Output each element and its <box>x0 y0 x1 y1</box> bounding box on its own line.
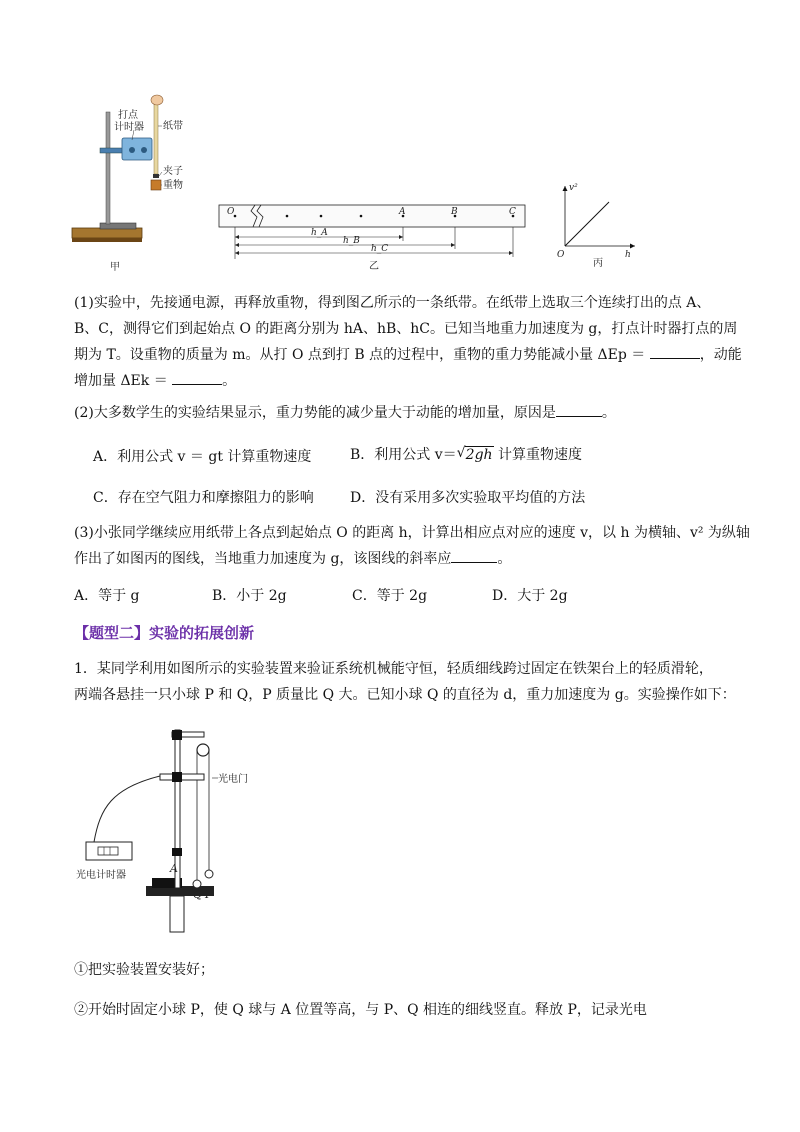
fig3-origin: O <box>557 250 565 260</box>
fig2-dist-c: h_C <box>371 244 389 254</box>
figure-tape <box>215 195 535 275</box>
problem-1 <box>74 656 736 708</box>
q1-line-4: 增加量 ΔEk ＝ 。 <box>74 368 730 394</box>
fig2-point-a: A <box>399 207 406 217</box>
fig1-caption: 甲 <box>110 262 120 273</box>
fig2-dist-b: h_B <box>343 236 360 246</box>
fig2-dist-a: h_A <box>311 228 328 238</box>
q3-line-2: 作出了如图丙的图线，当地重力加速度为 g，该图线的斜率应 。 <box>74 546 730 572</box>
fig4-label-q: Q <box>193 888 203 901</box>
fig4-label-a: A <box>170 862 178 875</box>
fig3-y-label: v² <box>569 183 578 193</box>
fig1-label-weight: 重物 <box>163 180 183 191</box>
q1-line-1: (1)实验中，先接通电源，再释放重物，得到图乙所示的一条纸带。在纸带上选取三个连续打出的点 A、 <box>74 295 711 311</box>
answer-blank-ep[interactable] <box>650 344 700 359</box>
p1-line-1: 1．某同学利用如图所示的实验装置来验证系统机械能守恒，轻质细线跨过固定在铁架台上的轻质滑轮， <box>74 661 713 677</box>
q2-stem: (2)大多数学生的实验结果显示，重力势能的减少量大于动能的增加量，原因是 。 <box>74 400 730 426</box>
q3-option-a[interactable]: A．等于 g <box>74 588 140 604</box>
q2-option-a[interactable]: A．利用公式 v ＝ gt 计算重物速度 <box>93 449 312 465</box>
fig2-point-c: C <box>509 207 516 217</box>
step-1: ①把实验装置安装好； <box>74 962 214 978</box>
q2-option-d[interactable]: D．没有采用多次实验取平均值的方法 <box>350 490 586 506</box>
q1-line-2: B、C，测得它们到起始点 O 的距离分别为 hA、hB、hC。已知当地重力加速度为 g，打点计时器打点的周 <box>74 321 738 337</box>
fig1-label-timer-2: 计时器 <box>114 122 144 133</box>
p1-line-2: 两端各悬挂一只小球 P 和 Q，P 质量比 Q 大。已知小球 Q 的直径为 d，重力加速度为 g。实验操作如下： <box>74 687 736 703</box>
section-heading: 【题型二】实验的拓展创新 <box>74 624 255 642</box>
fig3-x-label: h <box>625 250 631 260</box>
q3-line-1: (3)小张同学继续应用纸带上各点到起始点 O 的距离 h，计算出相应点对应的速度 v，以 h 为横轴、v² 为纵轴 <box>74 525 750 541</box>
answer-blank-ek[interactable] <box>172 370 222 385</box>
steps <box>74 950 730 1030</box>
fig1-label-clip: 夹子 <box>163 166 183 177</box>
answer-blank-q2[interactable] <box>556 402 602 417</box>
fig1-label-timer-1: 打点 <box>118 110 138 121</box>
question-3 <box>74 520 750 572</box>
step-2: ②开始时固定小球 P，使 Q 球与 A 位置等高，与 P、Q 相连的细线竖直。释放 P，记录光电 <box>74 1002 647 1018</box>
question-1 <box>74 290 742 394</box>
q2-option-b[interactable]: B．利用公式 v＝ √ 2gh 计算重物速度 <box>350 445 582 463</box>
q1-line-3: 期为 T。设重物的质量为 m。从打 O 点到打 B 点的过程中，重物的重力势能减小量 ΔEp ＝ ，动能 <box>74 342 730 368</box>
fig4-label-timer: 光电计时器 <box>76 870 126 881</box>
figure-apparatus <box>70 90 200 275</box>
fig4-label-p: P <box>205 888 213 901</box>
fig3-caption: 丙 <box>593 258 603 269</box>
figure-photogate <box>72 718 272 936</box>
q3-option-b[interactable]: B．小于 2g <box>212 588 287 604</box>
q3-option-d[interactable]: D．大于 2g <box>492 588 568 604</box>
q2-option-c[interactable]: C．存在空气阻力和摩擦阻力的影响 <box>93 490 314 506</box>
fig2-point-o: O <box>227 207 235 217</box>
question-2 <box>74 400 730 426</box>
answer-blank-q3[interactable] <box>451 548 497 563</box>
fig1-label-tape: 纸带 <box>163 121 183 132</box>
fig4-label-gate: 光电门 <box>218 774 248 785</box>
fig2-point-b: B <box>451 207 458 217</box>
q3-option-c[interactable]: C．等于 2g <box>352 588 428 604</box>
figure-graph <box>555 180 645 270</box>
fig2-caption: 乙 <box>369 261 379 272</box>
